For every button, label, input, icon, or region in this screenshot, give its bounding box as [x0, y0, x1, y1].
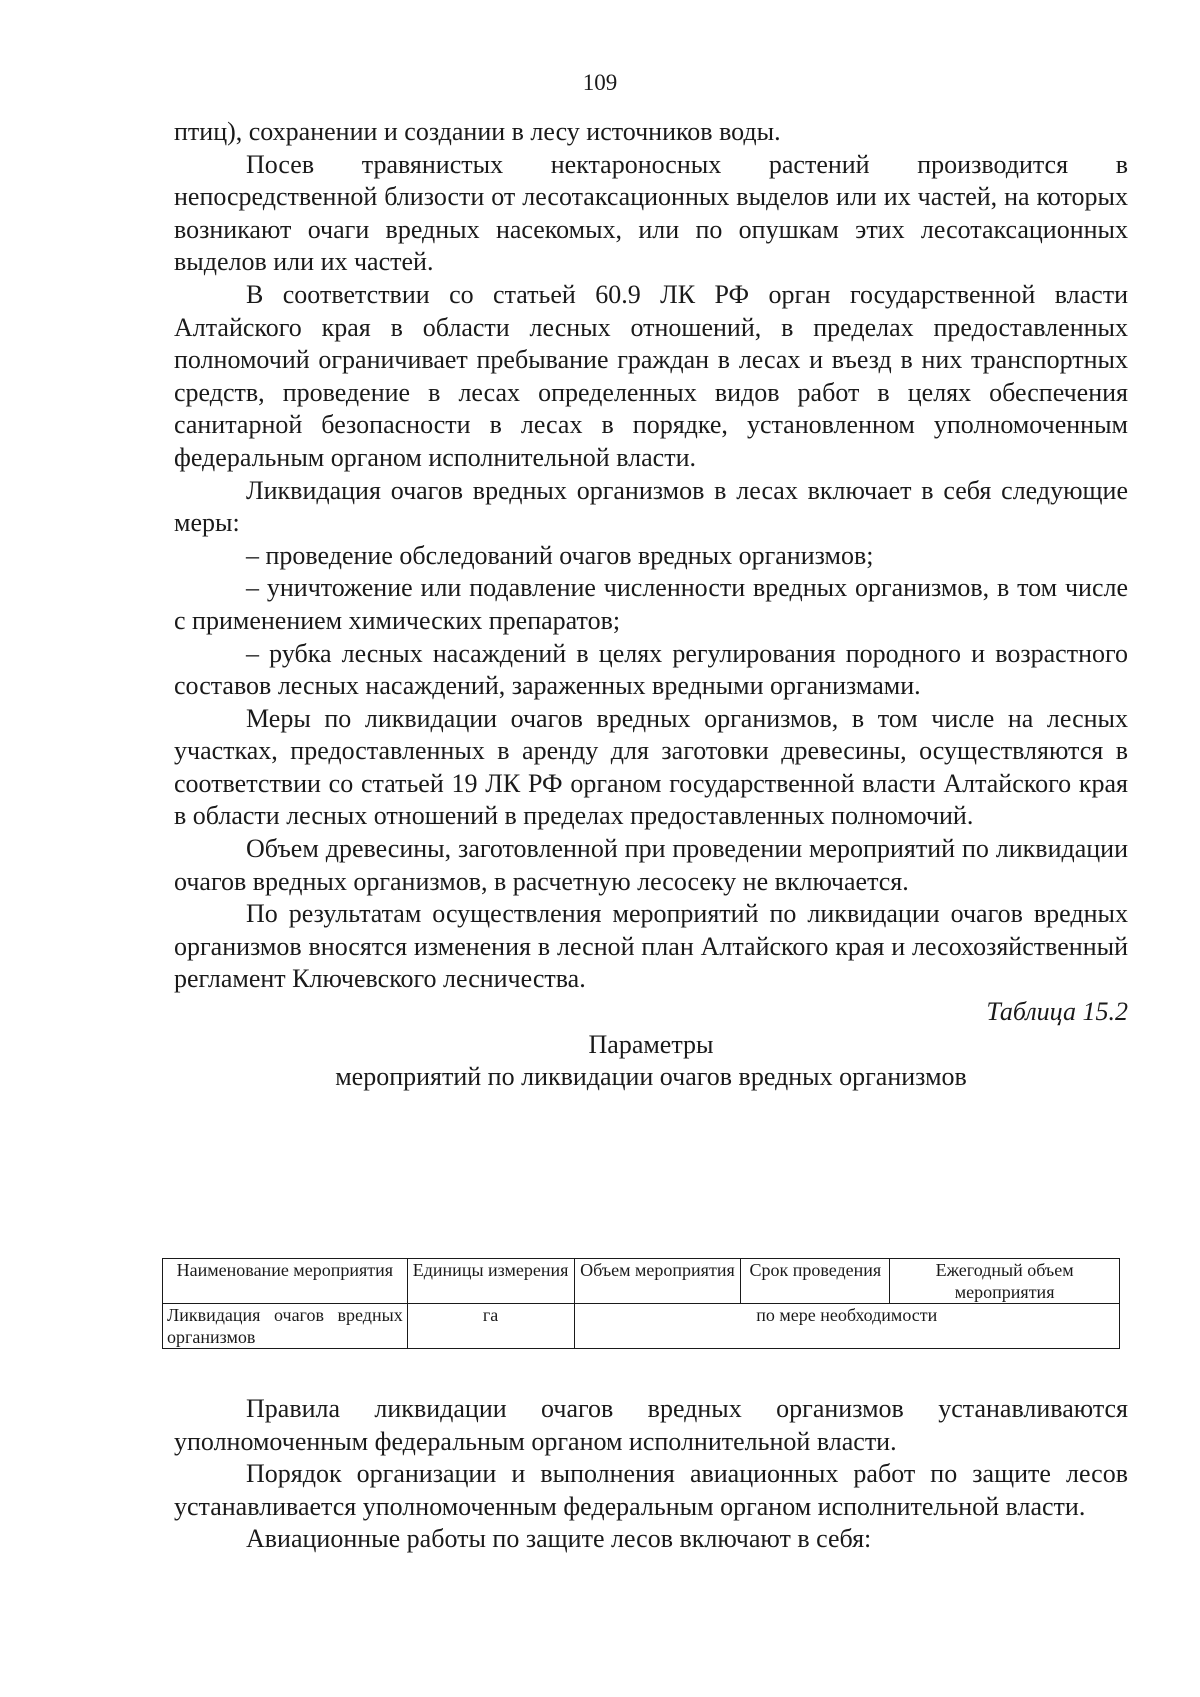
table-row — [163, 1304, 1120, 1349]
paragraph: Порядок организации и выполнения авиационных работ по защите лесов устанавливается уполномоченным федеральным органом исполнительной власти. — [174, 1459, 1128, 1521]
body-text-bottom — [174, 1393, 1128, 1556]
list-item: – рубка лесных насаждений в целях регулирования породного и возрастного составов лесных насаждений, зараженных вредными организмами. — [174, 638, 1128, 701]
body-text-top — [174, 116, 1128, 1094]
table-header-cell: Срок проведения — [741, 1259, 890, 1304]
paragraph: В соответствии со статьей 60.9 ЛК РФ орган государственной власти Алтайского края в области лесных отношений, в пределах предоставленных полномочий ограничивает пребывание граждан в лесах и въезд в них транспортных средств, проведение в лесах определенных видов работ в целях обеспечения санитарной безопасности в лесах в порядке, установленном уполномоченным федеральным органом исполнительной власти. — [174, 279, 1128, 472]
table-header-cell: Единицы измерения — [407, 1259, 574, 1304]
table-cell-unit: га — [407, 1304, 574, 1349]
paragraph: Меры по ликвидации очагов вредных организмов, в том числе на лесных участках, предоставленных в аренду для заготовки древесины, осуществляются в соответствии со статьей 19 ЛК РФ органом государственной власти Алтайского края в области лесных отношений в пределах предоставленных полномочий. — [174, 703, 1128, 831]
table-cell-name: Ликвидация очагов вредных организмов — [163, 1304, 408, 1349]
paragraph: Авиационные работы по защите лесов включают в себя: — [246, 1524, 872, 1554]
table-caption: Таблица 15.2 — [986, 997, 1128, 1027]
paragraph: Объем древесины, заготовленной при проведении мероприятий по ликвидации очагов вредных организмов, в расчетную лесосеку не включается. — [174, 834, 1128, 896]
list-item: – уничтожение или подавление численности вредных организмов, в том числе с применением химических препаратов; — [174, 573, 1128, 635]
paragraph: По результатам осуществления мероприятий по ликвидации очагов вредных организмов вносятся изменения в лесной план Алтайского края и лесохозяйственный регламент Ключевского лесничества. — [174, 899, 1128, 994]
table-header-cell: Наименование мероприятия — [163, 1259, 408, 1304]
paragraph: Посев травянистых нектароносных растений производится в непосредственной близости от лесотаксационных выделов или их частей, на которых возникают очаги вредных насекомых, или по опушкам этих лесотаксационных выделов или их частей. — [174, 149, 1128, 277]
table-header-cell: Объем мероприятия — [574, 1259, 741, 1304]
table-header-row — [163, 1259, 1120, 1304]
parameters-table — [162, 1258, 1120, 1349]
paragraph: Ликвидация очагов вредных организмов в лесах включает в себя следующие меры: — [174, 475, 1128, 538]
page-number: 109 — [582, 70, 618, 95]
table-cell-merged: по мере необходимости — [574, 1304, 1119, 1349]
paragraph: птиц), сохранении и создании в лесу источников воды. — [174, 117, 781, 146]
table-title: Параметры — [588, 1029, 714, 1059]
table-subtitle: мероприятий по ликвидации очагов вредных организмов — [335, 1062, 967, 1092]
paragraph: Правила ликвидации очагов вредных организмов устанавливаются уполномоченным федеральным органом исполнительной власти. — [174, 1394, 1128, 1456]
list-item: – проведение обследований очагов вредных организмов; — [246, 540, 874, 570]
table-header-cell: Ежегодный объем мероприятия — [890, 1259, 1120, 1304]
